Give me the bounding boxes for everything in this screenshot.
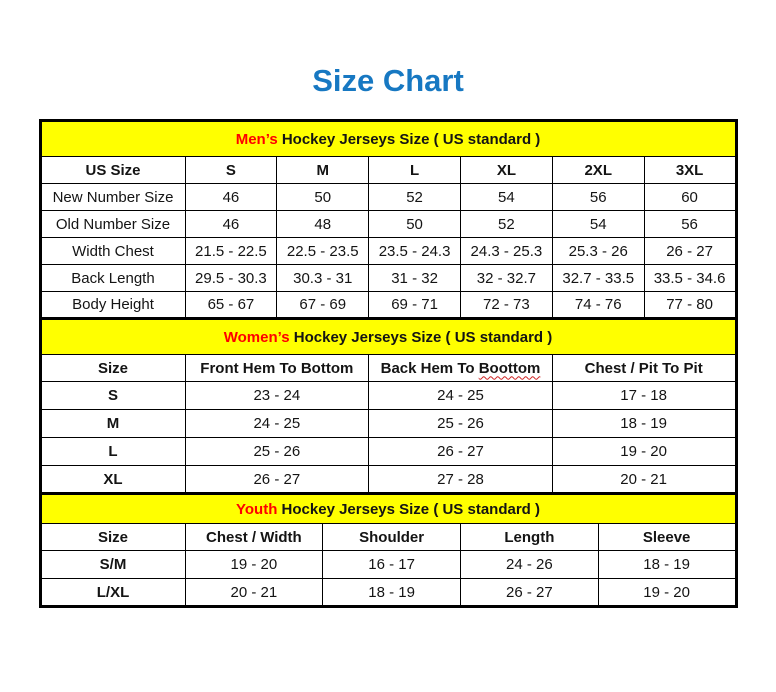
row-label: Width Chest bbox=[40, 238, 185, 265]
size-value-cell: 52 bbox=[369, 184, 461, 211]
size-value-cell: 20 - 21 bbox=[185, 579, 323, 607]
womens-section-title-highlight: Women’s bbox=[223, 328, 290, 346]
womens-section-band bbox=[40, 319, 736, 355]
column-header: Size bbox=[40, 355, 185, 382]
size-value-cell: 25 - 26 bbox=[185, 438, 369, 466]
size-value-cell: 18 - 19 bbox=[598, 551, 736, 579]
size-value-cell: 56 bbox=[644, 211, 736, 238]
size-value-cell: 77 - 80 bbox=[644, 292, 736, 319]
mens-section-title: Men’s Hockey Jerseys Size ( US standard ) bbox=[40, 121, 736, 157]
row-label: XL bbox=[40, 466, 185, 494]
size-value-cell: 16 - 17 bbox=[323, 551, 461, 579]
womens-header-row bbox=[40, 355, 736, 382]
row-label: Body Height bbox=[40, 292, 185, 319]
youth-section-title-highlight: Youth bbox=[236, 500, 278, 518]
column-header: Shoulder bbox=[323, 524, 461, 551]
size-value-cell: 17 - 18 bbox=[552, 382, 736, 410]
mens-header-row bbox=[40, 157, 736, 184]
column-header: 3XL bbox=[644, 157, 736, 184]
size-value-cell: 23 - 24 bbox=[185, 382, 369, 410]
row-label: Back Length bbox=[40, 265, 185, 292]
size-value-cell: 32.7 - 33.5 bbox=[552, 265, 644, 292]
table-row bbox=[40, 410, 736, 438]
size-value-cell: 56 bbox=[552, 184, 644, 211]
mens-size-table bbox=[39, 119, 738, 320]
size-value-cell: 72 - 73 bbox=[460, 292, 552, 319]
size-value-cell: 26 - 27 bbox=[369, 438, 553, 466]
size-value-cell: 24.3 - 25.3 bbox=[460, 238, 552, 265]
column-header: S bbox=[185, 157, 277, 184]
size-value-cell: 26 - 27 bbox=[644, 238, 736, 265]
size-value-cell: 52 bbox=[460, 211, 552, 238]
size-value-cell: 23.5 - 24.3 bbox=[369, 238, 461, 265]
column-header: Chest / Pit To Pit bbox=[552, 355, 736, 382]
column-header: Front Hem To Bottom bbox=[185, 355, 369, 382]
womens-section-title: Women’s Hockey Jerseys Size ( US standard ) bbox=[40, 319, 736, 355]
column-header: XL bbox=[460, 157, 552, 184]
size-value-cell: 21.5 - 22.5 bbox=[185, 238, 277, 265]
column-header: US Size bbox=[40, 157, 185, 184]
size-value-cell: 19 - 20 bbox=[598, 579, 736, 607]
table-row bbox=[40, 466, 736, 494]
column-header: M bbox=[277, 157, 369, 184]
size-value-cell: 48 bbox=[277, 211, 369, 238]
row-label: M bbox=[40, 410, 185, 438]
youth-section-title: Youth Hockey Jerseys Size ( US standard ) bbox=[40, 494, 736, 524]
size-value-cell: 24 - 25 bbox=[369, 382, 553, 410]
table-row bbox=[40, 184, 736, 211]
size-value-cell: 26 - 27 bbox=[185, 466, 369, 494]
size-value-cell: 18 - 19 bbox=[552, 410, 736, 438]
mens-section-title-highlight: Men’s bbox=[235, 130, 278, 148]
column-header: L bbox=[369, 157, 461, 184]
column-header: 2XL bbox=[552, 157, 644, 184]
size-value-cell: 50 bbox=[369, 211, 461, 238]
size-value-cell: 30.3 - 31 bbox=[277, 265, 369, 292]
size-value-cell: 69 - 71 bbox=[369, 292, 461, 319]
table-row bbox=[40, 438, 736, 466]
column-header: Chest / Width bbox=[185, 524, 323, 551]
table-row bbox=[40, 382, 736, 410]
womens-size-table bbox=[39, 317, 738, 495]
row-label: S bbox=[40, 382, 185, 410]
size-value-cell: 50 bbox=[277, 184, 369, 211]
size-value-cell: 20 - 21 bbox=[552, 466, 736, 494]
row-label: L/XL bbox=[40, 579, 185, 607]
table-row bbox=[40, 579, 736, 607]
table-row bbox=[40, 265, 736, 292]
table-row bbox=[40, 238, 736, 265]
table-row bbox=[40, 211, 736, 238]
size-value-cell: 29.5 - 30.3 bbox=[185, 265, 277, 292]
size-value-cell: 26 - 27 bbox=[461, 579, 599, 607]
mens-section-band bbox=[40, 121, 736, 157]
column-header: Back Hem To Boottom bbox=[369, 355, 553, 382]
size-value-cell: 33.5 - 34.6 bbox=[644, 265, 736, 292]
size-value-cell: 74 - 76 bbox=[552, 292, 644, 319]
size-value-cell: 46 bbox=[185, 184, 277, 211]
row-label: L bbox=[40, 438, 185, 466]
size-value-cell: 65 - 67 bbox=[185, 292, 277, 319]
size-value-cell: 25 - 26 bbox=[369, 410, 553, 438]
size-value-cell: 54 bbox=[552, 211, 644, 238]
row-label: New Number Size bbox=[40, 184, 185, 211]
size-value-cell: 19 - 20 bbox=[185, 551, 323, 579]
misspelled-word: Boottom bbox=[478, 359, 541, 377]
size-value-cell: 22.5 - 23.5 bbox=[277, 238, 369, 265]
size-value-cell: 54 bbox=[460, 184, 552, 211]
column-header: Size bbox=[40, 524, 185, 551]
size-value-cell: 60 bbox=[644, 184, 736, 211]
column-header: Sleeve bbox=[598, 524, 736, 551]
youth-section-band bbox=[40, 494, 736, 524]
size-value-cell: 24 - 26 bbox=[461, 551, 599, 579]
size-value-cell: 27 - 28 bbox=[369, 466, 553, 494]
youth-header-row bbox=[40, 524, 736, 551]
page-title: Size Chart bbox=[312, 63, 464, 98]
size-value-cell: 31 - 32 bbox=[369, 265, 461, 292]
row-label: Old Number Size bbox=[40, 211, 185, 238]
size-chart-tables bbox=[39, 119, 738, 608]
size-value-cell: 67 - 69 bbox=[277, 292, 369, 319]
size-value-cell: 24 - 25 bbox=[185, 410, 369, 438]
row-label: S/M bbox=[40, 551, 185, 579]
size-value-cell: 18 - 19 bbox=[323, 579, 461, 607]
table-row bbox=[40, 292, 736, 319]
size-value-cell: 32 - 32.7 bbox=[460, 265, 552, 292]
size-value-cell: 25.3 - 26 bbox=[552, 238, 644, 265]
youth-size-table bbox=[39, 492, 738, 608]
table-row bbox=[40, 551, 736, 579]
column-header: Length bbox=[461, 524, 599, 551]
size-value-cell: 46 bbox=[185, 211, 277, 238]
size-value-cell: 19 - 20 bbox=[552, 438, 736, 466]
